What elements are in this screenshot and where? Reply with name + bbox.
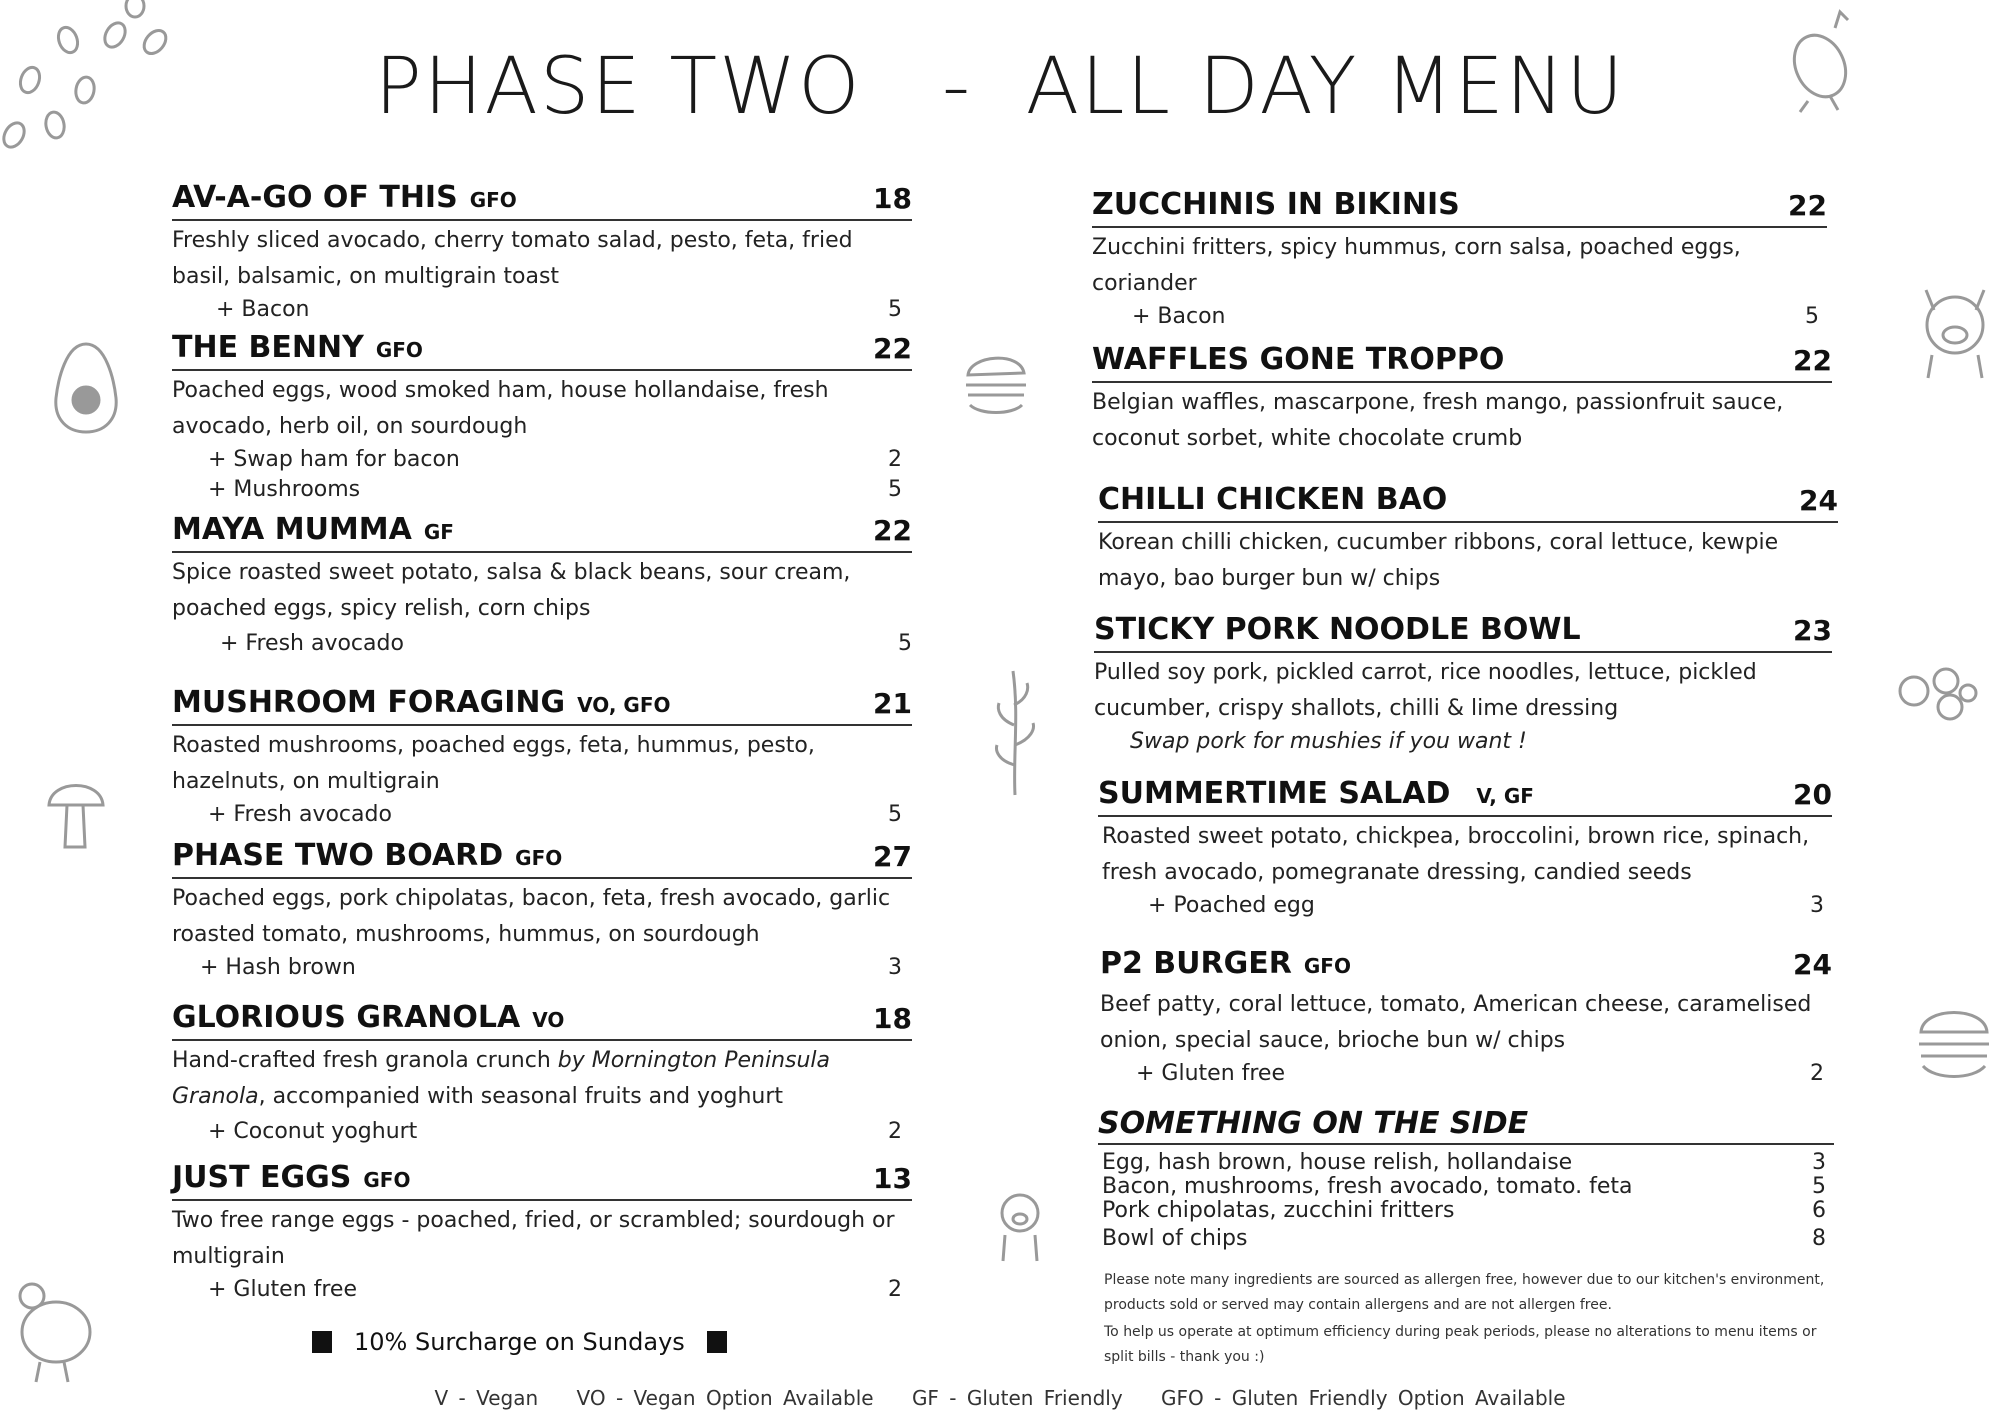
chicken-sketch-icon [1780,6,1870,116]
item-price: 22 [1788,189,1827,222]
item-description: Spice roasted sweet potato, salsa & black beans, sour cream, poached eggs, spicy relish, corn chips [172,560,851,621]
item-price: 18 [873,182,912,215]
legend-vegan: V - Vegan [434,1386,539,1410]
addon-row: + Bacon 5 [1132,304,1819,329]
item-price: 27 [873,840,912,873]
legend-gluten-friendly: GF - Gluten Friendly [911,1386,1123,1410]
side-item: Egg, hash brown, house relish, hollandaise 3 [1102,1150,1826,1175]
side-item: Bowl of chips 8 [1102,1226,1826,1251]
alterations-note: To help us operate at optimum efficiency during peak periods, please no alterations to menu items or split bills - thank you :) [1104,1324,1817,1365]
item-description: Hand-crafted fresh granola crunch by Mornington Peninsula Granola, accompanied with seasonal fruits and yoghurt [172,1048,831,1109]
item-price: 20 [1793,778,1832,811]
sides-section [1098,1106,1834,1251]
menu-item-phase-two-board [172,838,912,983]
item-description: Belgian waffles, mascarpone, fresh mango, passionfruit sauce, coconut sorbet, white chocolate crumb [1092,390,1784,451]
mushroom-icon [45,775,107,851]
addon-row: + Mushrooms 5 [208,477,902,502]
item-name: JUST EGGS [172,1160,352,1195]
addon-row: + Fresh avocado 5 [208,802,902,827]
item-description: Pulled soy pork, pickled carrot, rice noodles, lettuce, pickled cucumber, crispy shallots, chilli & lime dressing [1094,660,1757,721]
item-name: AV-A-GO OF THIS [172,180,458,215]
item-name: MAYA MUMMA [172,512,412,547]
addon-row: + Poached egg 3 [1148,893,1824,918]
item-description: Roasted sweet potato, chickpea, broccolini, brown rice, spinach, fresh avocado, pomegranate dressing, candied seeds [1102,824,1810,885]
dietary-tag: GFO [375,338,423,362]
item-price: 24 [1793,948,1832,981]
item-description: Beef patty, coral lettuce, tomato, American cheese, caramelised onion, special sauce, brioche bun w/ chips [1100,992,1812,1053]
item-price: 22 [1793,344,1832,377]
item-price: 21 [873,687,912,720]
legend-gluten-friendly-option: GFO - Gluten Friendly Option Available [1161,1386,1566,1410]
addon-row: + Fresh avocado 5 [220,631,912,656]
item-description: Poached eggs, wood smoked ham, house hollandaise, fresh avocado, herb oil, on sourdough [172,378,829,439]
item-name: P2 BURGER [1100,946,1292,981]
addon-row: + Gluten free 2 [208,1277,902,1302]
addon-row: + Hash brown 3 [200,955,902,980]
surcharge-notice: 10% Surcharge on Sundays [312,1328,727,1356]
allergen-note: Please note many ingredients are sourced as allergen free, however due to our kitchen's environment, products sold or served may contain allergens and are not allergen free. [1104,1272,1825,1313]
menu-item-glorious-granola [172,1000,912,1147]
dietary-tag: VO, GFO [577,693,671,717]
item-name: SUMMERTIME SALAD [1098,776,1451,811]
item-description: Two free range eggs - poached, fried, or scrambled; sourdough or multigrain [172,1208,895,1269]
item-price: 18 [873,1002,912,1035]
menu-item-sticky-pork [1094,612,1832,757]
item-description: Poached eggs, pork chipolatas, bacon, feta, fresh avocado, garlic roasted tomato, mushrooms, hummus, on sourdough [172,886,891,947]
burger-icon [1915,1000,1993,1082]
item-name: PHASE TWO BOARD [172,838,504,873]
addon-row: + Swap ham for bacon 2 [208,447,902,472]
item-name: STICKY PORK NOODLE BOWL [1094,612,1581,647]
menu-item-zucchinis [1092,187,1827,332]
dietary-legend [0,1386,2000,1410]
side-item: Bacon, mushrooms, fresh avocado, tomato. feta 5 [1102,1174,1826,1199]
item-description: Roasted mushrooms, poached eggs, feta, hummus, pesto, hazelnuts, on multigrain [172,733,815,794]
item-name: CHILLI CHICKEN BAO [1098,482,1448,517]
avocado-icon [50,340,122,435]
menu-item-maya-mumma [172,512,912,659]
menu-item-mushroom-foraging [172,685,912,830]
square-bullet-icon [707,1331,727,1353]
dietary-tag: GFO [1303,954,1351,978]
hen-icon [10,1270,100,1385]
dietary-tag: VO [532,1008,565,1032]
allergen-disclaimer [1104,1268,1834,1370]
dietary-tag: GFO [363,1168,411,1192]
coffee-beans-icon [0,0,180,160]
item-name: ZUCCHINIS IN BIKINIS [1092,187,1460,222]
item-price: 22 [873,332,912,365]
flowers-icon [1890,655,1980,725]
dietary-tag: GFO [469,188,517,212]
menu-item-chilli-chicken-bao [1098,482,1838,597]
menu-item-waffles [1092,342,1832,457]
item-name: WAFFLES GONE TROPPO [1092,342,1505,377]
item-name: THE BENNY [172,330,364,365]
addon-row: + Bacon 5 [216,297,902,322]
menu-title: PHASE TWO - ALL DAY MENU [374,42,1626,132]
menu-item-p2-burger [1100,946,1832,1089]
burger-small-icon [960,345,1032,419]
pig-icon [995,1185,1045,1263]
item-description: Korean chilli chicken, cucumber ribbons, coral lettuce, kewpie mayo, bao burger bun w/ chips [1098,530,1779,591]
item-price: 13 [873,1162,912,1195]
item-description: Zucchini fritters, spicy hummus, corn salsa, poached eggs, coriander [1092,235,1741,296]
addon-row: + Gluten free 2 [1136,1061,1824,1086]
item-name: GLORIOUS GRANOLA [172,1000,521,1035]
dietary-tag: V, GF [1476,784,1534,808]
item-price: 24 [1799,484,1838,517]
menu-item-summertime-salad [1098,776,1832,921]
sides-title: SOMETHING ON THE SIDE [1098,1106,1834,1145]
pig-head-icon [1912,270,1998,380]
item-note: Swap pork for mushies if you want ! [1130,729,1527,754]
item-price: 22 [873,514,912,547]
menu-item-the-benny [172,330,912,505]
dietary-tag: GFO [515,846,563,870]
menu-item-just-eggs [172,1160,912,1305]
legend-vegan-option: VO - Vegan Option Available [576,1386,874,1410]
side-item: Pork chipolatas, zucchini fritters 6 [1102,1198,1826,1223]
menu-item-av-a-go [172,180,912,325]
item-price: 23 [1793,614,1832,647]
item-description: Freshly sliced avocado, cherry tomato salad, pesto, feta, fried basil, balsamic, on multigrain toast [172,228,853,289]
dietary-tag: GF [423,520,454,544]
herb-sprig-icon [985,665,1045,800]
item-name: MUSHROOM FORAGING [172,685,566,720]
addon-row: + Coconut yoghurt 2 [208,1119,902,1144]
square-bullet-icon [312,1331,332,1353]
